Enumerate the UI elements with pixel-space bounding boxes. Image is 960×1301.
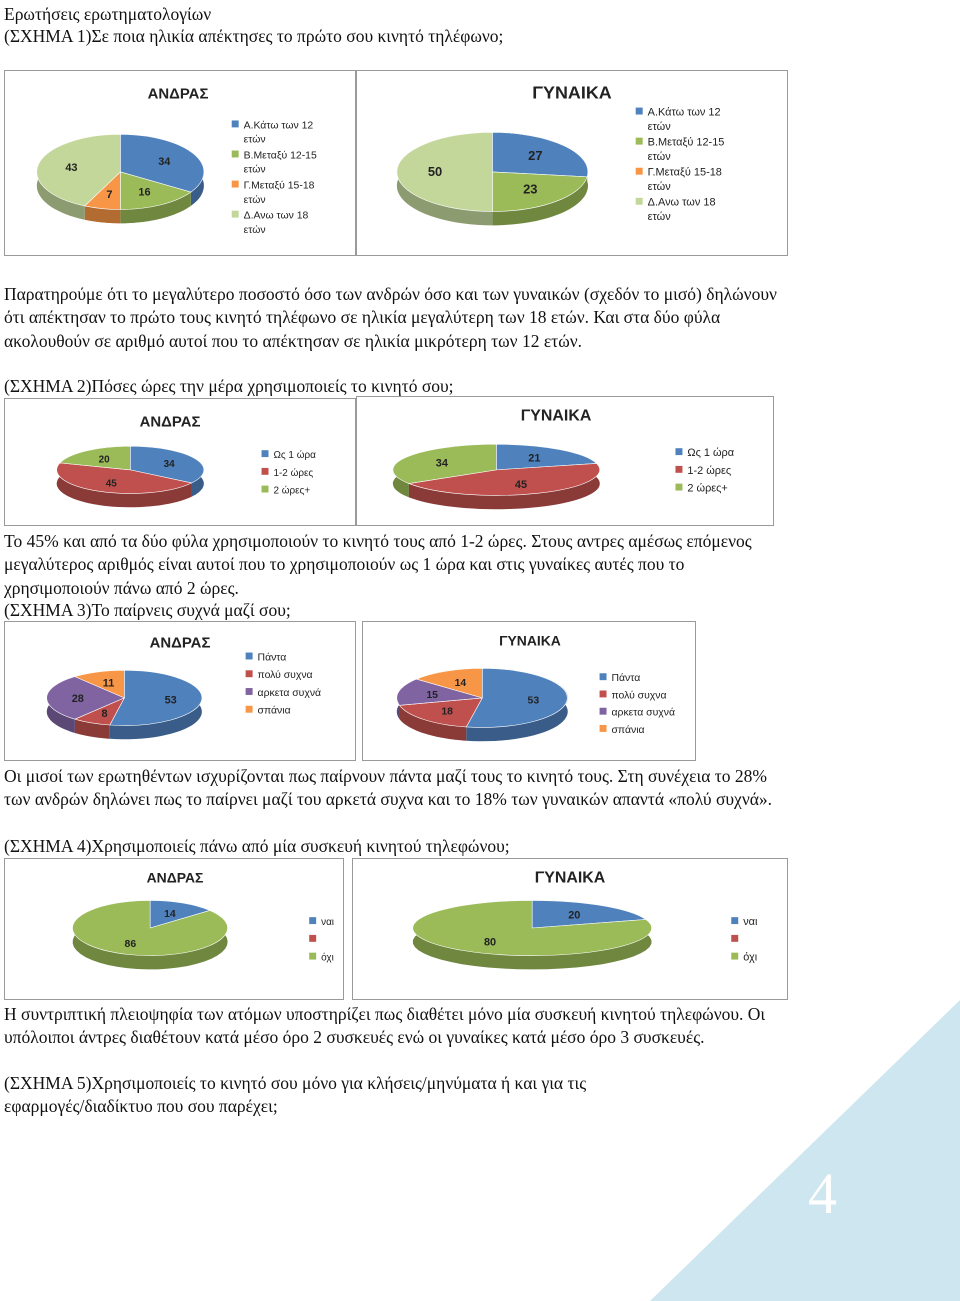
legend-label: σπάνια — [611, 724, 645, 736]
data-label: 80 — [483, 936, 497, 949]
legend-swatch — [636, 198, 643, 205]
legend-label: ετών — [647, 180, 671, 193]
paragraph-1: Παρατηρούμε ότι το μεγαλύτερο ποσοστό όσο των ανδρών όσο και των γυναικών (σχεδόν το μισό) δηλώνουν ότι απέκτησαν το πρώτο τους κινητό τηλέφωνο σε ηλικία μεγαλύτερη των 18 ετών. Και στα δύο φύλα ακολουθούν σε αριθμό αυτοί που το απέκτησαν σε ηλικία μικρότερη των 12 ετών. — [4, 284, 777, 351]
paragraph-3: Οι μισοί των ερωτηθέντων ισχυρίζονται πως παίρνουν πάντα μαζί τους το κινητό τους. Στη συνέχεια το 28% των ανδρών δηλώνει πως το παίρνει μαζί του αρκετά συχνα και το 18% των γυναικών απαντά «πολύ συχνά». — [4, 766, 773, 810]
data-label: 14 — [164, 909, 176, 920]
pie-chart-svg — [357, 397, 773, 525]
page-heading: Ερωτήσεις ερωτηματολογίων — [4, 4, 212, 24]
legend-label: ετών — [647, 150, 671, 163]
chart-title: ΑΝΔΡΑΣ — [139, 414, 201, 431]
legend-label: Β.Μεταξύ 12-15 — [647, 136, 725, 149]
chart-title: ΓΥΝΑΙΚΑ — [534, 869, 606, 887]
pie-chart-svg — [5, 622, 355, 760]
legend-swatch — [600, 691, 607, 698]
chart-4-women — [352, 858, 788, 1000]
page-number: 4 — [808, 1161, 837, 1226]
legend-label: αρκετα συχνά — [611, 707, 676, 719]
legend-label: ετών — [243, 134, 266, 146]
chart-title: ΑΝΔΡΑΣ — [149, 635, 211, 652]
legend-swatch — [232, 151, 239, 158]
legend-label: Δ.Ανω των 18 — [243, 210, 309, 222]
legend-swatch — [246, 688, 253, 695]
legend-swatch — [636, 168, 643, 175]
legend-swatch — [731, 935, 738, 942]
legend-label: πολύ συχνα — [611, 690, 667, 702]
legend-label: ετών — [647, 211, 671, 223]
data-label: 23 — [523, 181, 538, 197]
data-label: 53 — [527, 695, 540, 707]
data-label: 50 — [427, 163, 443, 179]
question-2: (ΣΧΗΜΑ 2)Πόσες ώρες την μέρα χρησιμοποιείς το κινητό σου; — [4, 376, 454, 396]
legend-swatch — [675, 484, 682, 491]
pie-chart-svg — [5, 859, 343, 999]
legend-label: 1-2 ώρες — [687, 464, 732, 477]
legend-label: ετών — [647, 120, 671, 133]
legend-label: 2 ώρες+ — [687, 482, 728, 495]
pie-chart-svg — [357, 71, 787, 255]
data-label: 20 — [98, 454, 110, 466]
data-label: 34 — [435, 457, 448, 470]
pie-chart-svg — [353, 859, 787, 999]
legend-label: Α.Κάτω των 12 — [243, 120, 314, 132]
legend-label: αρκετα συχνά — [257, 687, 322, 699]
legend-swatch — [675, 448, 682, 455]
legend-swatch — [232, 211, 239, 218]
data-label: 45 — [514, 478, 528, 491]
chart-3-men — [4, 621, 356, 761]
chart-2-men — [4, 398, 356, 526]
legend-swatch — [636, 108, 643, 115]
chart-1-women — [356, 70, 788, 256]
legend-label: Ως 1 ώρα — [687, 447, 735, 460]
legend-label: 1-2 ώρες — [273, 467, 314, 479]
data-label: 11 — [102, 677, 115, 690]
question-5-line-1: (ΣΧΗΜΑ 5)Χρησιμοποιείς το κινητό σου μόνο για κλήσεις/μηνύματα ή και για τις — [4, 1073, 587, 1093]
data-label: 53 — [164, 694, 177, 707]
chart-title: ΓΥΝΑΙΚΑ — [520, 407, 592, 425]
paragraph-2: Το 45% και από τα δύο φύλα χρησιμοποιούν το κινητό τους από 1-2 ώρες. Στους αντρες αμέσως επόμενος μεγαλύτερος αριθμός είναι αυτοί που το χρησιμοποιούν ως 1 ώρα και στις γυναίκες αυτές που το χρησιμοποιούν πάνω από 2 ώρες. — [4, 531, 752, 598]
question-4: (ΣΧΗΜΑ 4)Χρησιμοποιείς πάνω από μία συσκευή κινητού τηλεφώνου; — [4, 836, 510, 856]
data-label: 21 — [528, 452, 541, 465]
question-1: (ΣΧΗΜΑ 1)Σε ποια ηλικία απέκτησες το πρώτο σου κινητό τηλέφωνο; — [4, 26, 504, 46]
legend-label: Πάντα — [611, 673, 641, 685]
legend-label: ετών — [243, 164, 266, 176]
data-label: 34 — [163, 459, 175, 471]
data-label: 45 — [105, 478, 117, 490]
legend-label: σπάνια — [257, 705, 291, 717]
legend-swatch — [232, 181, 239, 188]
legend-swatch — [675, 466, 682, 473]
legend-swatch — [246, 653, 253, 660]
legend-label: όχι — [321, 952, 334, 964]
data-label: 34 — [158, 156, 171, 168]
data-label: 28 — [71, 692, 84, 705]
chart-4-men — [4, 858, 344, 1000]
legend-swatch — [600, 673, 607, 680]
data-label: 27 — [528, 148, 543, 164]
data-label: 16 — [138, 186, 151, 199]
legend-label: όχι — [743, 951, 758, 964]
legend-swatch — [246, 706, 253, 713]
legend-swatch — [309, 917, 316, 924]
data-label: 43 — [65, 161, 78, 174]
legend-swatch — [246, 670, 253, 677]
data-label: 8 — [101, 707, 108, 720]
chart-title: ΓΥΝΑΙΚΑ — [499, 632, 561, 649]
question-3: (ΣΧΗΜΑ 3)Το παίρνεις συχνά μαζί σου; — [4, 600, 291, 620]
pie-chart-svg — [363, 622, 695, 760]
legend-label: πολύ συχνα — [257, 670, 313, 682]
legend-label: ναι — [743, 916, 758, 929]
legend-swatch — [262, 450, 269, 457]
chart-title: ΓΥΝΑΙΚΑ — [532, 82, 612, 103]
legend-label: Γ.Μεταξύ 15-18 — [243, 180, 315, 192]
legend-swatch — [262, 486, 269, 493]
legend-label: Πάντα — [257, 652, 287, 664]
legend-label: ετών — [243, 194, 266, 206]
legend-swatch — [232, 120, 239, 127]
data-label: 18 — [441, 706, 453, 718]
legend-label: Β.Μεταξύ 12-15 — [243, 150, 317, 162]
legend-label: ετών — [243, 224, 266, 236]
legend-label: Γ.Μεταξύ 15-18 — [647, 166, 722, 179]
chart-3-women — [362, 621, 696, 761]
legend-label: Ως 1 ώρα — [273, 450, 316, 462]
legend-swatch — [309, 935, 316, 942]
legend-swatch — [731, 953, 738, 960]
legend-swatch — [600, 708, 607, 715]
legend-label: ναι — [321, 917, 335, 929]
legend-swatch — [309, 953, 316, 960]
legend-swatch — [731, 917, 738, 924]
data-label: 86 — [124, 938, 137, 950]
chart-1-men — [4, 70, 356, 256]
data-label: 15 — [426, 690, 438, 701]
legend-swatch — [636, 138, 643, 145]
legend-swatch — [262, 468, 269, 475]
legend-label: 2 ώρες+ — [273, 485, 311, 497]
legend-label: Δ.Ανω των 18 — [647, 196, 716, 209]
data-label: 7 — [106, 188, 113, 201]
data-label: 20 — [568, 909, 581, 922]
chart-title: ΑΝΔΡΑΣ — [146, 869, 204, 886]
paragraph-4: Η συντριπτική πλειοψηφία των ατόμων υποστηρίζει πως διαθέτει μόνο μία συσκευή κινητού τηλεφώνου. Οι υπόλοιποι άντρες διαθέτουν κατά μέσο όρο 2 συσκευές ενώ οι γυναίκες κατά μέσο όρο 3 συσκευές. — [4, 1004, 766, 1048]
pie-chart-svg — [5, 399, 355, 525]
data-label: 14 — [454, 677, 467, 689]
legend-swatch — [600, 725, 607, 732]
chart-2-women — [356, 396, 774, 526]
question-5-line-2: εφαρμογές/διαδίκτυο που σου παρέχει; — [4, 1096, 278, 1116]
legend-label: Α.Κάτω των 12 — [647, 106, 721, 119]
chart-title: ΑΝΔΡΑΣ — [147, 86, 209, 103]
pie-chart-svg — [5, 71, 355, 255]
